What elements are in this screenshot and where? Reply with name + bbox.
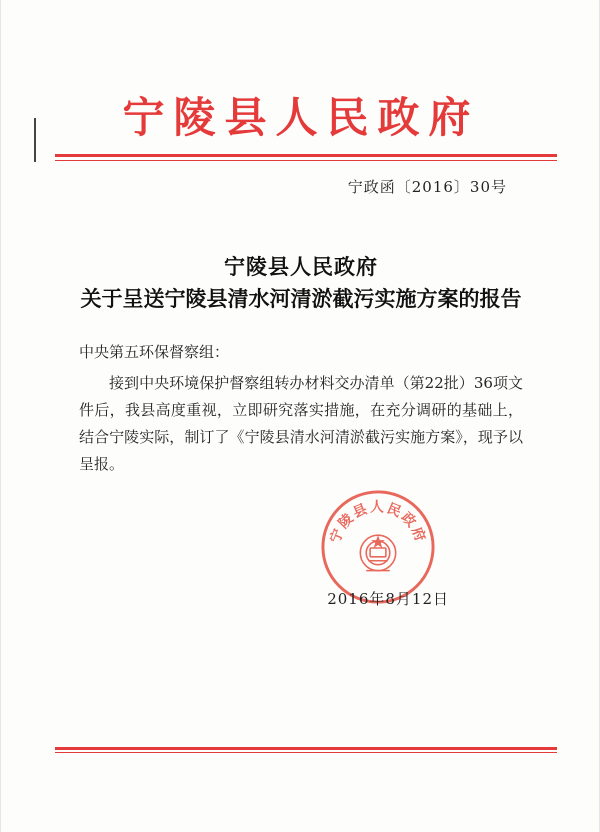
body-paragraph: 接到中央环境保护督察组转办材料交办清单（第22批）36项文件后，我县高度重视，立即研究落实措施，在充分调研的基础上，结合宁陵实际，制订了《宁陵县清水河清淤截污实施方案》，现予以呈报。	[79, 374, 523, 473]
title-line-1: 宁陵县人民政府	[224, 254, 378, 279]
red-header-rule	[55, 154, 557, 157]
red-footer-rule-thin	[55, 752, 557, 753]
title-line-2: 关于呈送宁陵县清水河清淤截污实施方案的报告	[80, 286, 522, 311]
recipient-line: 中央第五环保督察组：	[79, 343, 230, 361]
document-date: 2016年8月12日	[327, 590, 449, 608]
document-title	[1, 252, 600, 316]
red-footer-rule	[55, 747, 557, 750]
red-header-rule-thin	[55, 160, 557, 161]
issuer-header: 宁陵县人民政府	[122, 93, 480, 142]
seal-text: 宁陵县人民政府	[327, 499, 429, 546]
document-number: 宁政函〔2016〕30号	[347, 178, 507, 196]
